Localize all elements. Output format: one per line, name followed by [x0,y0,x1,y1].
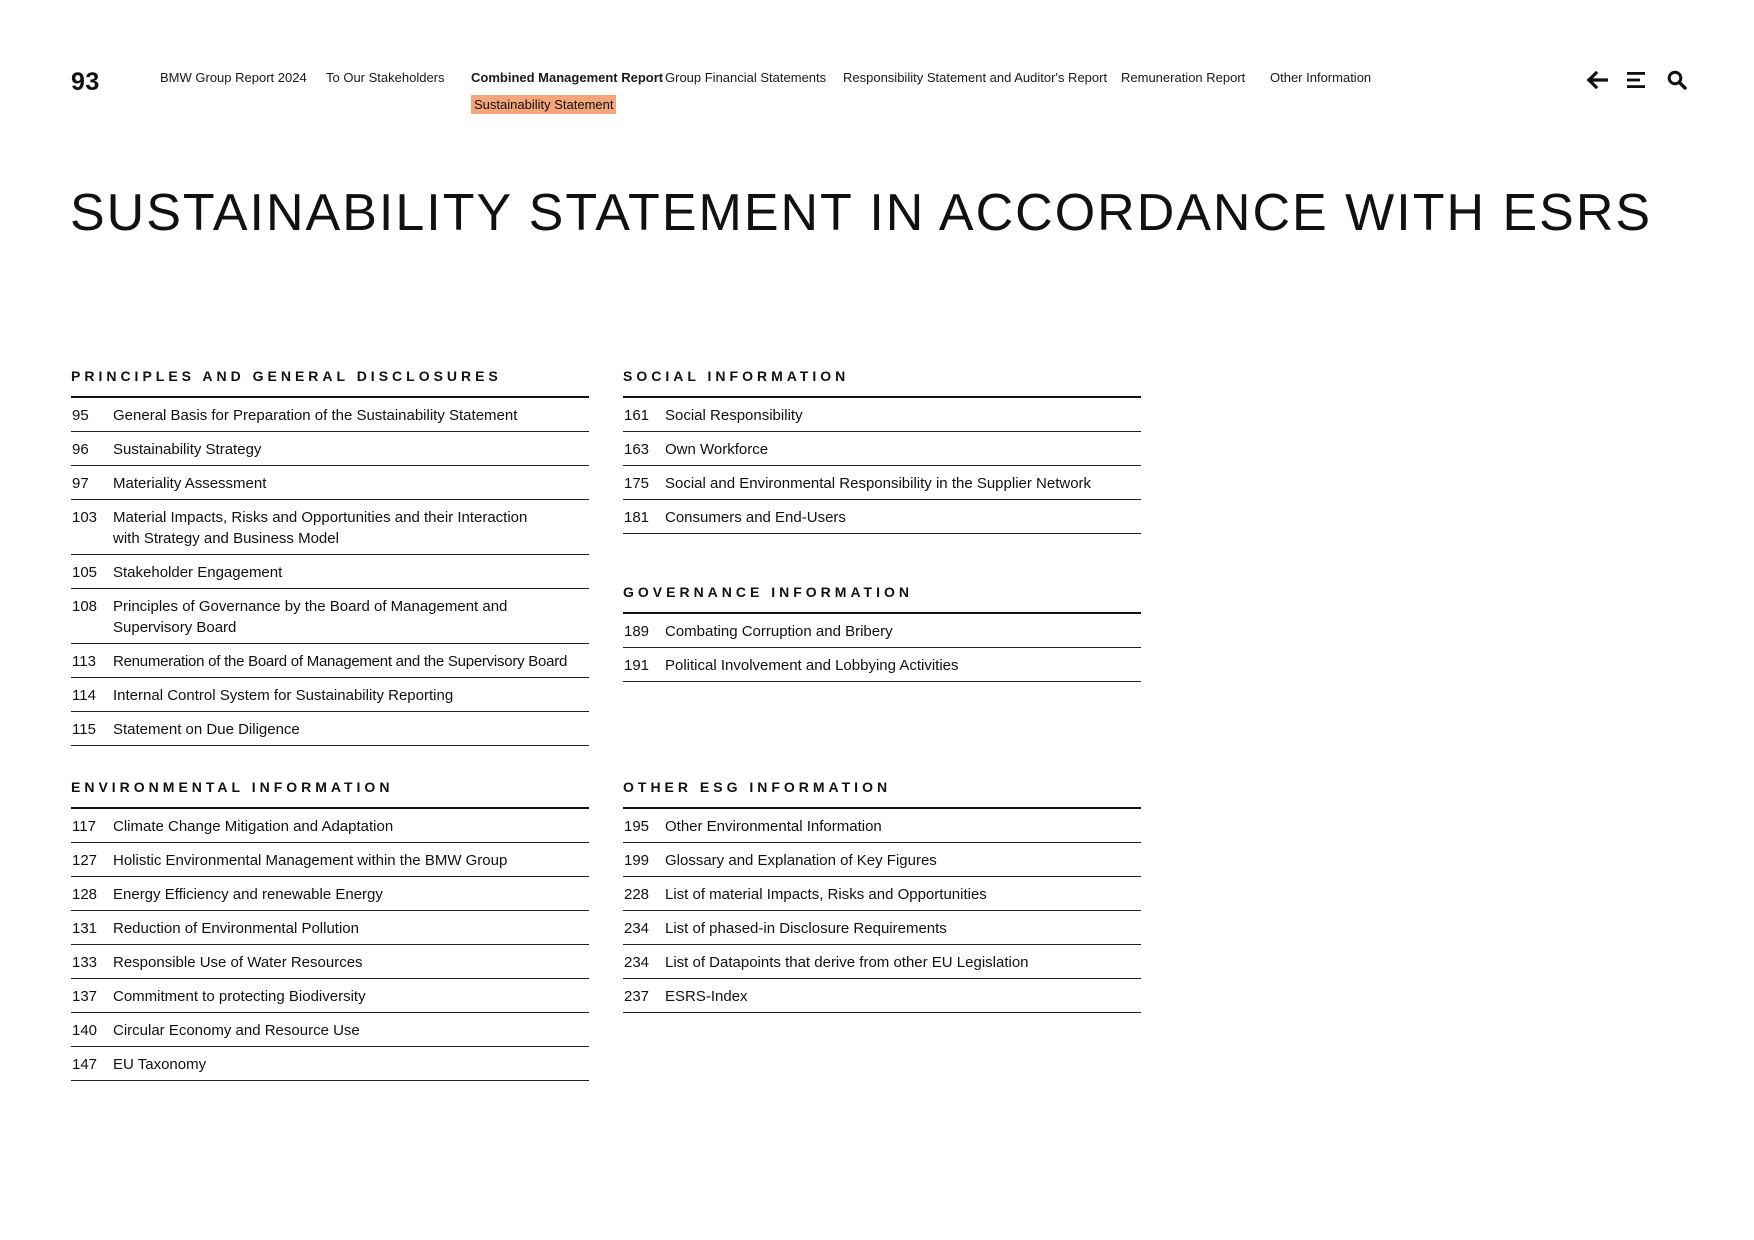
toc-title: List of phased-in Disclosure Requirements [665,920,947,937]
toc-page-number: 97 [72,475,89,492]
toc-title: Other Environmental Information [665,818,882,835]
toc-title: Internal Control System for Sustainability Reporting [113,687,454,704]
toc-title: Reduction of Environmental Pollution [113,920,359,937]
toc-title: Political Involvement and Lobbying Activities [665,657,959,674]
toc-title: Renumeration of the Board of Management and the Supervisory Board [113,653,568,670]
toc-page-number: 108 [72,598,98,615]
toc-row[interactable] [71,500,589,555]
toc-title: Stakeholder Engagement [113,564,283,581]
toc-page-number: 114 [72,687,96,704]
toc-title [113,596,589,638]
toc-row[interactable] [623,979,1141,1013]
toc-row[interactable] [623,466,1141,500]
toc-title: Statement on Due Diligence [113,721,300,738]
toc-title: Social Responsibility [665,407,803,424]
toc-page-number: 237 [624,988,650,1005]
section-heading: PRINCIPLES AND GENERAL DISCLOSURES [71,368,589,398]
toc-title: Materiality Assessment [113,475,267,492]
toc-list [71,809,589,1081]
toc-row[interactable] [71,911,589,945]
toc-row[interactable] [71,877,589,911]
toc-page-number: 181 [624,509,650,526]
toc-title-line-1: Material Impacts, Risks and Opportunities and their Interaction [113,509,528,526]
nav-item-group-report[interactable]: BMW Group Report 2024 [160,70,307,85]
toc-page-number: 140 [72,1022,98,1039]
toc-page-number: 189 [624,623,650,640]
section-heading: ENVIRONMENTAL INFORMATION [71,779,589,809]
toc-page-number: 161 [624,407,650,424]
toc-page-number: 103 [72,509,98,526]
toc-row[interactable] [71,843,589,877]
toc-title: Commitment to protecting Biodiversity [113,988,366,1005]
toc-page-number: 163 [624,441,650,458]
toc-page-number: 128 [72,886,98,903]
toc-title: Social and Environmental Responsibility in the Supplier Network [665,475,1092,492]
section-social [623,368,1141,534]
toc-title: List of Datapoints that derive from other EU Legislation [665,954,1029,971]
toc-title: Circular Economy and Resource Use [113,1022,360,1039]
page-title: SUSTAINABILITY STATEMENT IN ACCORDANCE WITH ESRS [70,184,1653,242]
toc-page-number: 115 [72,721,96,738]
toc-title: List of material Impacts, Risks and Opportunities [665,886,987,903]
toc-row[interactable] [71,1013,589,1047]
toc-row[interactable] [71,466,589,500]
toc-title: Consumers and End-Users [665,509,846,526]
toc-row[interactable] [71,398,589,432]
toc-row[interactable] [71,589,589,644]
menu-icon[interactable] [1626,68,1648,92]
toc-page-number: 195 [624,818,650,835]
toc-page-number: 117 [72,818,96,835]
toc-title: EU Taxonomy [113,1056,207,1073]
toc-row[interactable] [623,877,1141,911]
section-heading: SOCIAL INFORMATION [623,368,1141,398]
nav-item-financial-statements[interactable]: Group Financial Statements [665,70,827,85]
nav-item-responsibility-statement[interactable]: Responsibility Statement and Auditor's Report [843,70,1108,85]
toc-title: ESRS-Index [665,988,748,1005]
section-other-esg [623,779,1141,1013]
toc-page-number: 199 [624,852,650,869]
toc-title: Sustainability Strategy [113,441,262,458]
page-number: 93 [71,68,100,96]
toc-row[interactable] [623,648,1141,682]
toc-row[interactable] [623,911,1141,945]
toc-title: Combating Corruption and Bribery [665,623,893,640]
toc-list [623,614,1141,682]
toc-list [623,809,1141,1013]
toc-row[interactable] [623,614,1141,648]
toc-row[interactable] [623,398,1141,432]
toc-list [623,398,1141,534]
nav-item-management-report[interactable]: Combined Management Report [471,70,664,85]
section-heading: GOVERNANCE INFORMATION [623,584,1141,614]
toc-row[interactable] [71,712,589,746]
toc-row[interactable] [71,979,589,1013]
toc-title: Own Workforce [665,441,769,458]
toc-title: General Basis for Preparation of the Sustainability Statement [113,407,518,424]
toc-page-number: 133 [72,954,98,971]
toc-title: Holistic Environmental Management within the BMW Group [113,852,508,869]
toc-page-number: 127 [72,852,98,869]
toc-page-number: 191 [624,657,650,674]
toc-page-number: 137 [72,988,98,1005]
toc-title-line-1: Principles of Governance by the Board of Management and [113,598,508,615]
nav-item-stakeholders[interactable]: To Our Stakeholders [326,70,445,85]
toc-title: Climate Change Mitigation and Adaptation [113,818,394,835]
toc-page-number: 131 [72,920,98,937]
toc-title-line-2: with Strategy and Business Model [113,530,339,547]
toc-row[interactable] [623,432,1141,466]
toc-row[interactable] [71,678,589,712]
toc-page-number: 234 [624,954,650,971]
nav-item-remuneration-report[interactable]: Remuneration Report [1121,70,1246,85]
toc-row[interactable] [623,809,1141,843]
section-governance [623,584,1141,682]
toc-page-number: 147 [72,1056,98,1073]
toc-page-number: 228 [624,886,650,903]
toc-title: Energy Efficiency and renewable Energy [113,886,383,903]
subnav-sustainability-statement[interactable]: Sustainability Statement [471,95,616,114]
toc-row[interactable] [71,809,589,843]
toc-row[interactable] [71,432,589,466]
toc-list [71,398,589,746]
toc-row[interactable] [71,644,589,678]
toc-page-number: 95 [72,407,89,424]
toc-row[interactable] [623,945,1141,979]
toc-page-number: 105 [72,564,98,581]
nav-item-other-information[interactable]: Other Information [1270,70,1372,85]
toc-page-number: 234 [624,920,650,937]
section-environmental [71,779,589,1081]
back-arrow-icon[interactable] [1586,68,1608,92]
toolbar [1586,68,1688,92]
search-icon[interactable] [1666,68,1688,92]
toc-row[interactable] [623,500,1141,534]
toc-page-number: 96 [72,441,89,458]
toc-title: Glossary and Explanation of Key Figures [665,852,937,869]
toc-title [113,507,589,549]
toc-page-number: 175 [624,475,650,492]
toc-page-number: 113 [72,653,96,670]
section-heading: OTHER ESG INFORMATION [623,779,1141,809]
toc-title: Responsible Use of Water Resources [113,954,363,971]
section-principles [71,368,589,746]
toc-row[interactable] [71,1047,589,1081]
toc-row[interactable] [623,843,1141,877]
toc-row[interactable] [71,945,589,979]
toc-title-line-2: Supervisory Board [113,619,237,636]
toc-row[interactable] [71,555,589,589]
